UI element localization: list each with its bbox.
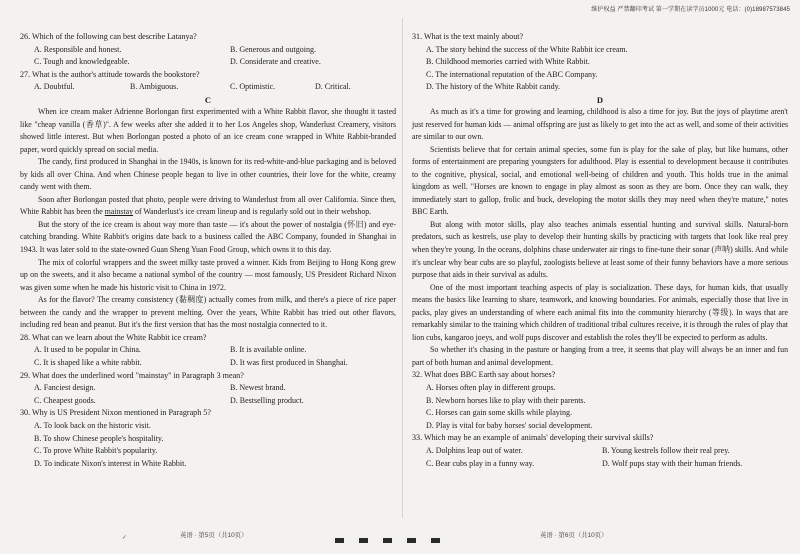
q30-option-a: A. To look back on the historic visit. bbox=[34, 420, 151, 430]
q28-option-b: B. It is available online. bbox=[230, 345, 307, 355]
question-29-stem: 29. What does the underlined word "mainstay" in Paragraph 3 mean? bbox=[20, 370, 244, 380]
question-32-stem: 32. What does BBC Earth say about horses? bbox=[412, 370, 556, 380]
q26-option-c: C. Tough and knowledgeable. bbox=[34, 57, 130, 67]
q32-option-a: A. Horses often play in different groups. bbox=[426, 383, 556, 393]
q32-option-b-row bbox=[412, 395, 788, 408]
q27-option-a: A. Doubtful. bbox=[34, 82, 75, 92]
question-29-options-row2 bbox=[20, 395, 396, 408]
right-column bbox=[412, 0, 788, 554]
question-26-options-row2 bbox=[20, 56, 396, 69]
passage-d-paragraph-3-text: But along with motor skills, play also teaches animals essential hunting and survival skills. Natural-born predators, such as kestrels, use play to develop their hunting skills by practicing with targets that look like real prey when they're young. In the oceans, dolphins chase underwater air rings to fine-tune their sonar (声呐) skills. And while it's unclear why bear cubs are so playful, zoologists believe at least some of their funny behaviors have a more serious purpose that aids in their survival as adults. bbox=[412, 219, 788, 280]
question-33-stem: 33. Which may be an example of animals' developing their survival skills? bbox=[412, 433, 654, 443]
passage-d-paragraph-4 bbox=[412, 282, 788, 345]
q32-option-d: D. Play is vital for baby horses' social development. bbox=[426, 420, 593, 430]
q32-option-d-row bbox=[412, 420, 788, 433]
passage-d-paragraph-4-text: One of the most important teaching aspects of play is socialization. These days, for human kids, that usually means the basics like learning to share, teamwork, and knowing boundaries. For animals, especially those that live in packs, play gives an understanding of where each animal fits into the community hierarchy (等级). In ways that are remarkably similar to the training which children of traditional tribal cultures receive, it is through the rules of play that lion cubs, kangaroo joeys, and wolf pups discover and establish the roles they'll be expected to perform as adults. bbox=[412, 282, 788, 342]
registration-bar bbox=[359, 538, 368, 543]
passage-c-paragraph-6 bbox=[20, 294, 396, 332]
passage-d-paragraph-5-text: So whether it's chasing in the pasture or hanging from a tree, it seems that play will always be an inner and fun part of both human and animal development. bbox=[412, 345, 788, 367]
question-30-stem: 30. Why is US President Nixon mentioned in Paragraph 5? bbox=[20, 408, 211, 418]
passage-c-paragraph-1-text: When ice cream maker Adrienne Borlongan first experimented with a White Rabbit flavor, she thought it tasted like "cheap vanilla (香草)". A few weeks after she added it to her Los Angeles shop, Wanderlust Creamery, visitors showed little interest. But when Borlongan posted a photo of an ice cream cone wrapped in White Rabbit-branded paper, word quickly spread on social media. bbox=[20, 106, 396, 154]
q30-option-b-row bbox=[20, 433, 396, 446]
q32-option-b: B. Newborn horses like to play with their parents. bbox=[426, 395, 586, 405]
question-26-stem: 26. Which of the following can best describe Latanya? bbox=[20, 32, 197, 41]
q32-option-a-row bbox=[412, 382, 788, 395]
passage-c-paragraph-5 bbox=[20, 257, 396, 295]
registration-bar bbox=[383, 538, 392, 543]
q29-option-b: B. Newest brand. bbox=[230, 383, 286, 393]
passage-d-paragraph-5 bbox=[412, 344, 788, 369]
question-33-options-row1 bbox=[412, 445, 788, 458]
passage-c-paragraph-6-text: As for the flavor? The creamy consistency (黏稠度) actually comes from milk, and there's a piece of rice paper between the candy and the wrapper to prevent melting. Over the years, White Rabbit has tried out other flavors, including red bean and peanut. But it's the first version that has the most nostalgia connected to it. bbox=[20, 295, 396, 330]
question-28-stem: 28. What can we learn about the White Rabbit ice cream? bbox=[20, 332, 207, 342]
q29-option-d: D. Bestselling product. bbox=[230, 395, 304, 405]
q32-option-c: C. Horses can gain some skills while playing. bbox=[426, 408, 572, 418]
question-31-stem: 31. What is the text mainly about? bbox=[412, 32, 524, 41]
passage-c-paragraph-2 bbox=[20, 156, 396, 194]
q33-option-b: B. Young kestrels follow their real prey. bbox=[602, 446, 730, 456]
passage-d-paragraph-2-text: Scientists believe that for certain animal species, some fun is play for the sake of play, but like humans, other forms of entertainment are preparing youngsters for adulthood. Play is essential to development because it contributes to the cognitive, physical, social, and emotional well-being of children and youth. This holds true in the animal kingdom as well. "Horses are known to engage in play almost as soon as they are born. Once they can walk, they immediately start to gallop, frolic and buck, developing the motor skills they may need when they're mature," notes BBC Earth. bbox=[412, 144, 788, 217]
left-footer-page-number: 英语 · 第5页（共10页） bbox=[180, 532, 248, 539]
passage-c-paragraph-5-text: The mix of colorful wrappers and the sweet milky taste proved a winner. Kids from Beijing to Hong Kong grew up on the sweets, and it also became a national symbol of the country — most famously, US President Richard Nixon was given some when he made his historic visit to China in 1972. bbox=[20, 257, 396, 292]
question-27-stem: 27. What is the author's attitude towards the bookstore? bbox=[20, 69, 200, 79]
q33-option-c: C. Bear cubs play in a funny way. bbox=[426, 458, 535, 468]
q28-option-c: C. It is shaped like a white rabbit. bbox=[34, 358, 142, 367]
q28-option-d: D. It was first produced in Shanghai. bbox=[230, 358, 348, 367]
q30-option-d: D. To indicate Nixon's interest in White Rabbit. bbox=[34, 458, 187, 468]
right-footer-page-number: 英语 · 第6页（共10页） bbox=[540, 532, 608, 539]
q30-option-d-row bbox=[20, 458, 396, 471]
footer-check-mark: ✓ bbox=[122, 535, 128, 541]
q33-option-a: A. Dolphins leap out of water. bbox=[426, 446, 523, 456]
q32-option-c-row bbox=[412, 407, 788, 420]
page-header: 维护权益 严禁翻印考试 第一学期在读学员1000元 电话：(0)18987573845 bbox=[591, 7, 790, 13]
q29-option-a: A. Fanciest design. bbox=[34, 383, 96, 393]
question-26-options-row1 bbox=[20, 44, 396, 57]
q27-option-c: C. Optimistic. bbox=[230, 82, 276, 92]
section-d-heading: D bbox=[596, 94, 604, 105]
q31-option-c-row bbox=[412, 69, 788, 82]
q30-option-b: B. To show Chinese people's hospitality. bbox=[34, 433, 164, 443]
q26-option-d: D. Considerate and creative. bbox=[230, 57, 321, 67]
passage-c-paragraph-4-text: But the story of the ice cream is about way more than taste — it's about the power of nostalgia (怀旧) and eye-catching branding. White Rabbit's origins date back to a business called the ABC Company, founded in Shanghai in 1943. It was later sold to the state-owned Guan Sheng Yuan Food Group, which owns it to this day. bbox=[20, 219, 396, 254]
passage-d-paragraph-3 bbox=[412, 219, 788, 282]
passage-c-paragraph-3-before: Soon after Borlongan posted that photo, people were driving to Wanderlust from all over California. Since then, White Rabbit has been the bbox=[20, 194, 396, 217]
left-column bbox=[20, 0, 396, 554]
q29-option-c: C. Cheapest goods. bbox=[34, 395, 96, 405]
q31-option-d-row bbox=[412, 81, 788, 94]
passage-d-paragraph-1-text: As much as it's a time for growing and learning, childhood is also a time for joy. But the joys of playtime aren't just reserved for human kids — animal offspring are just as likely to get into the act as well, and some of their activities are similar to our own. bbox=[412, 106, 788, 142]
q27-option-d: D. Critical. bbox=[315, 82, 351, 92]
underlined-word-mainstay: mainstay bbox=[104, 207, 134, 217]
question-28-options-row1 bbox=[20, 344, 396, 357]
question-29-options-row1 bbox=[20, 382, 396, 395]
q31-option-c: C. The international reputation of the ABC Company. bbox=[426, 69, 598, 79]
passage-c-paragraph-1 bbox=[20, 106, 396, 156]
q30-option-a-row bbox=[20, 420, 396, 433]
passage-c-paragraph-3 bbox=[20, 194, 396, 219]
question-28-options-row2 bbox=[20, 357, 396, 370]
passage-c-paragraph-2-text: The candy, first produced in Shanghai in the 1940s, is known for its red-white-and-blue packaging and is beloved by kids all over China. And when Chinese people began to live in other countries, their love for the white, creamy candy went with them. bbox=[20, 157, 396, 192]
q27-option-b: B. Ambiguous. bbox=[130, 82, 179, 92]
passage-d-paragraph-2 bbox=[412, 144, 788, 219]
registration-bar bbox=[335, 538, 344, 543]
q31-option-b-row bbox=[412, 56, 788, 69]
q26-option-a: A. Responsible and honest. bbox=[34, 44, 122, 54]
passage-d-paragraph-1 bbox=[412, 106, 788, 144]
section-c-heading: C bbox=[204, 94, 212, 105]
q31-option-a: A. The story behind the success of the White Rabbit ice cream. bbox=[426, 44, 628, 54]
q28-option-a: A. It used to be popular in China. bbox=[34, 345, 141, 355]
q31-option-b: B. Childhood memories carried with White Rabbit. bbox=[426, 57, 590, 67]
question-27-options bbox=[20, 81, 396, 94]
q30-option-c-row bbox=[20, 445, 396, 458]
q33-option-d: D. Wolf pups stay with their human friends. bbox=[602, 458, 743, 468]
q31-option-a-row bbox=[412, 44, 788, 57]
q31-option-d: D. The history of the White Rabbit candy. bbox=[426, 82, 561, 92]
passage-c-paragraph-4 bbox=[20, 219, 396, 257]
passage-c-paragraph-3-after: of Wanderlust's ice cream lineup and is regularly sold out in their webshop. bbox=[133, 207, 372, 217]
column-divider bbox=[402, 18, 403, 518]
q26-option-b: B. Generous and outgoing. bbox=[230, 44, 316, 54]
q30-option-c: C. To prove White Rabbit's popularity. bbox=[34, 446, 158, 456]
question-33-options-row2 bbox=[412, 458, 788, 471]
